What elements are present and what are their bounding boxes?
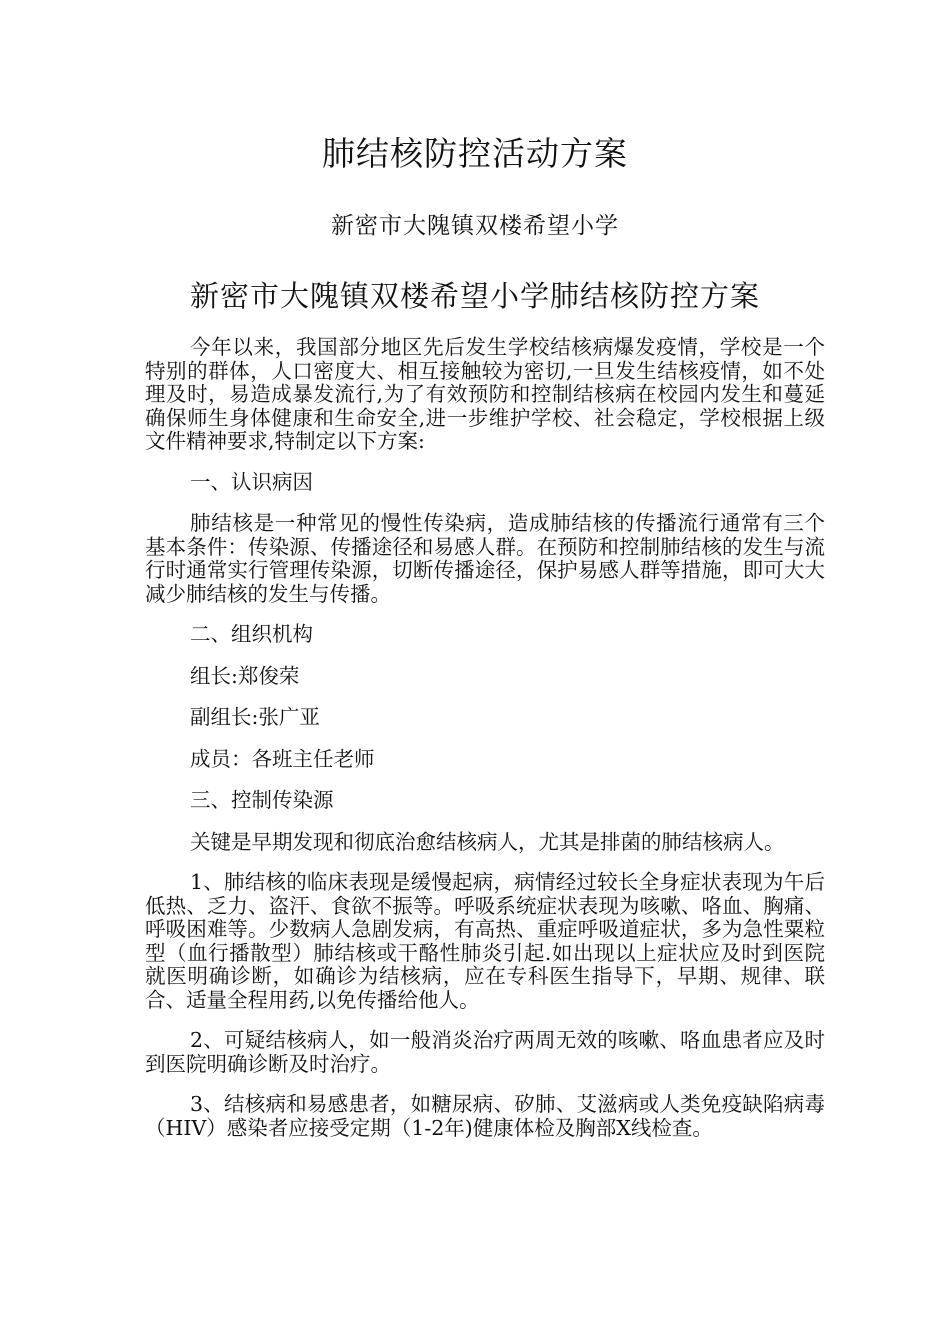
leader-line: 组长:郑俊荣: [190, 663, 300, 688]
intro-paragraph: 今年以来，我国部分地区先后发生学校结核病爆发疫情，学校是一个特别的群体，人口密度大、相互接触较为密切,一旦发生结核疫情，如不处理及时，易造成暴发流行,为了有效预防和控制结核病在校园内发生和蔓延确保师生身体健康和生命安全,进一步维护学校、社会稳定，学校根据上级文件精神要求,特制定以下方案:: [145, 335, 825, 453]
document-body: [145, 336, 825, 1157]
section-heading-organization: 二、组织机构: [190, 622, 313, 646]
item-3-paragraph: 3、结核病和易感患者，如糖尿病、矽肺、艾滋病或人类免疫缺陷病毒（HIV）感染者应接受定期（1-2年)健康体检及胸部X线检查。: [145, 1092, 825, 1140]
cause-paragraph: 肺结核是一种常见的慢性传染病，造成肺结核的传播流行通常有三个基本条件：传染源、传播途径和易感人群。在预防和控制肺结核的发生与流行时通常实行管理传染源，切断传播途径，保护易感人群等措施，即可大大减少肺结核的发生与传播。: [145, 511, 825, 606]
school-name: 新密市大隗镇双楼希望小学: [331, 213, 619, 239]
control-intro-paragraph: 关键是早期发现和彻底治愈结核病人，尤其是排菌的肺结核病人。: [190, 829, 785, 854]
section-heading-control: 三、控制传染源: [190, 788, 334, 812]
section-heading-cause: 一、认识病因: [190, 469, 313, 494]
item-1-paragraph: 1、肺结核的临床表现是缓慢起病，病情经过较长全身症状表现为午后低热、乏力、盗汗、食欲不振等。呼吸系统症状表现为咳嗽、咯血、胸痛、呼吸困难等。少数病人急剧发病，有高热、重症呼吸道症状，多为急性粟粒型（血行播散型）肺结核或干酪性肺炎引起.如出现以上症状应及时到医院就医明确诊断，如确诊为结核病，应在专科医生指导下，早期、规律、联合、适量全程用药,以免传播给他人。: [145, 870, 825, 1012]
plan-heading: 新密市大隗镇双楼希望小学肺结核防控方案: [189, 279, 760, 313]
item-2-paragraph: 2、可疑结核病人，如一般消炎治疗两周无效的咳嗽、咯血患者应及时到医院明确诊断及时治疗。: [145, 1028, 825, 1076]
deputy-leader-line: 副组长:张广亚: [190, 705, 320, 729]
document-title: 肺结核防控活动方案: [322, 134, 628, 173]
members-line: 成员：各班主任老师: [190, 746, 375, 771]
